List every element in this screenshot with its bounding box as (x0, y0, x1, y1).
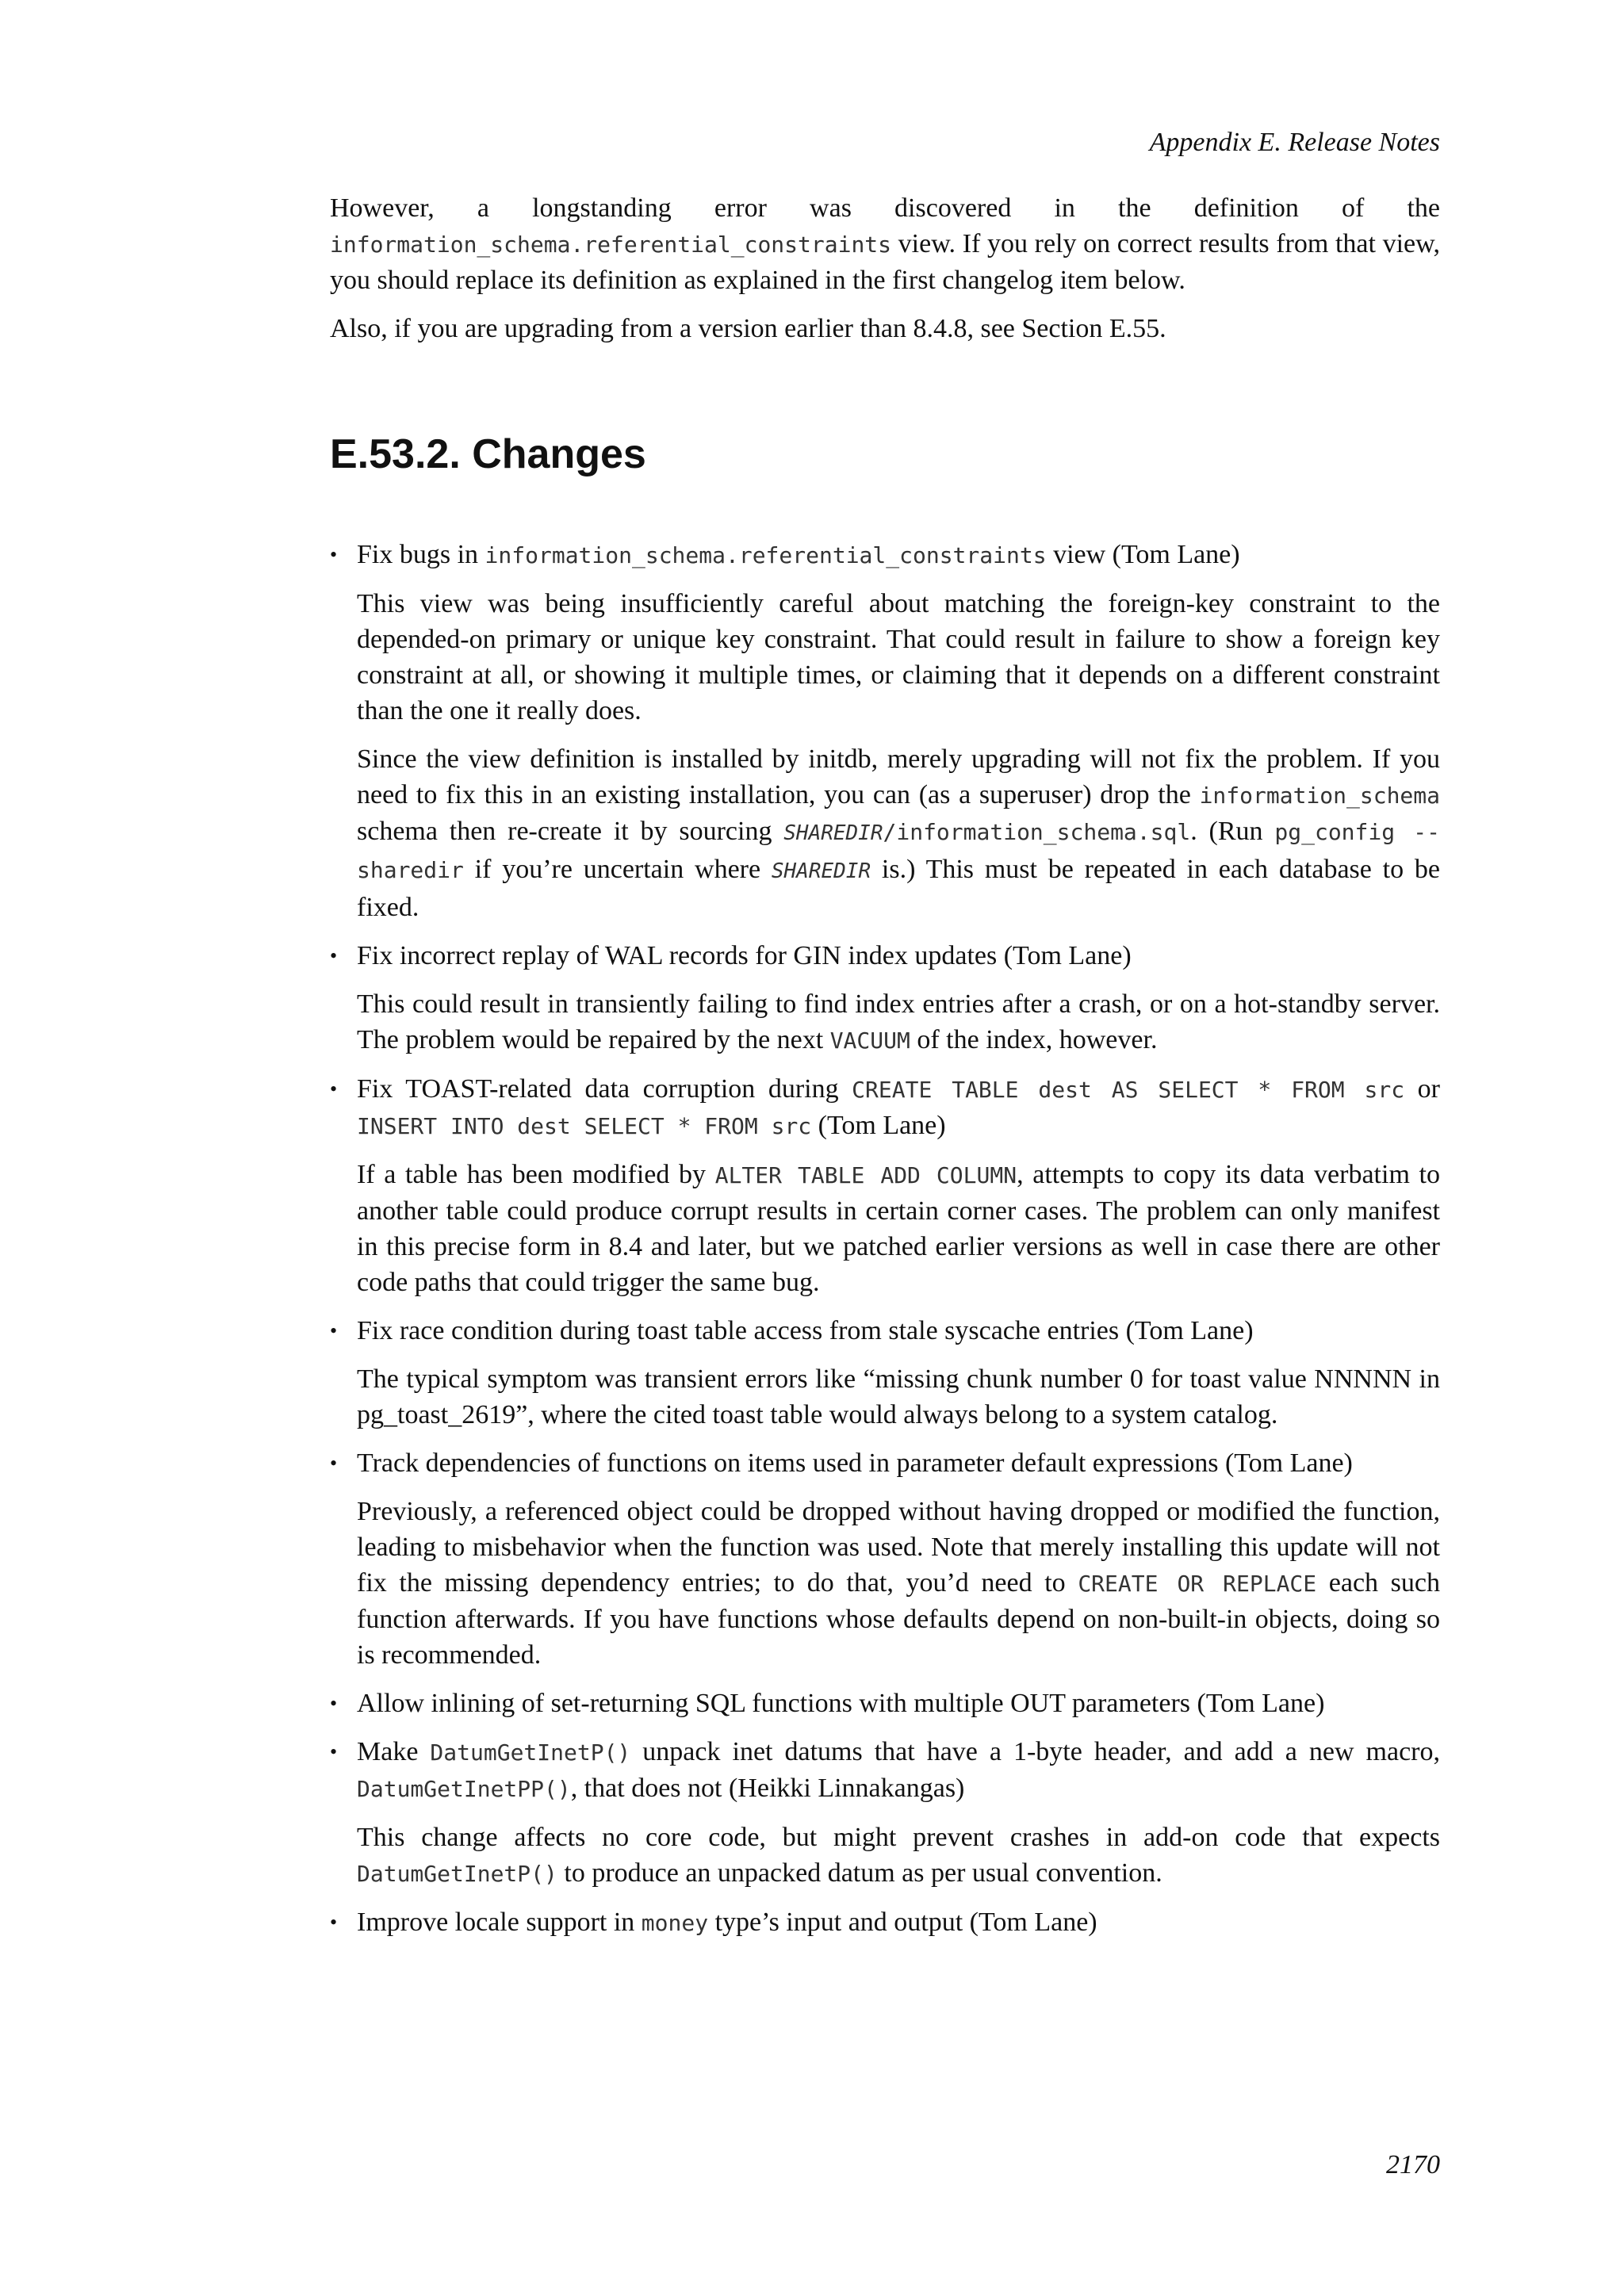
inline-code: CREATE TABLE dest AS SELECT * FROM src (852, 1077, 1405, 1103)
inline-code: /information_schema.sql (883, 819, 1191, 845)
inline-code: DatumGetInetP() (430, 1739, 631, 1766)
item-title: Make DatumGetInetP() unpack inet datums that have a 1-byte header, and add a new macro, DatumGetInetPP(), that does not (Heikki Linnakangas) (357, 1737, 1440, 1803)
replaceable-var: SHAREDIR (771, 859, 871, 883)
inline-code: CREATE OR REPLACE (1078, 1571, 1317, 1597)
intro-paragraph-2: Also, if you are upgrading from a version earlier than 8.4.8, see Section E.55. (330, 314, 1166, 343)
item-title: Fix TOAST-related data corruption during CREATE TABLE dest AS SELECT * FROM src or INSERT INTO dest SELECT * FROM src (Tom Lane) (357, 1074, 1440, 1140)
inline-code: information_schema.referential_constraints (485, 542, 1047, 568)
inline-code: pg_config --sharedir (357, 819, 1441, 883)
item-description: This could result in transiently failing to find index entries after a crash, or on a hot-standby server. The problem would be repaired by the next VACUUM of the index, however. (357, 989, 1440, 1054)
list-item (330, 1313, 1440, 1433)
bullet: • (330, 1692, 338, 1715)
list-item (330, 938, 1440, 1058)
item-title: Allow inlining of set-returning SQL functions with multiple OUT parameters (Tom Lane) (357, 1689, 1325, 1718)
replaceable-var: SHAREDIR (783, 821, 883, 845)
bullet: • (330, 944, 338, 967)
item-description: If a table has been modified by ALTER TABLE ADD COLUMN, attempts to copy its data verbatim to another table could produce corrupt results in certain corner cases. The problem can only manifest in this precise form in 8.4 and later, but we patched earlier versions as well in case there are other code paths that could trigger the same bug. (357, 1160, 1440, 1297)
section-heading: E.53.2. Changes (330, 431, 646, 477)
list-item (330, 537, 1440, 925)
inline-code: VACUUM (829, 1027, 910, 1054)
changes-list (330, 537, 1440, 1941)
bullet: • (330, 1911, 338, 1934)
item-description: The typical symptom was transient errors like “missing chunk number 0 for toast value NNNNN in pg_toast_2619”, where the cited toast table would always belong to a system catalog. (357, 1364, 1440, 1429)
item-description: Previously, a referenced object could be dropped without having dropped or modified the function, leading to misbehavior when the function was used. Note that merely installing this update will not fix the missing dependency entries; to do that, you’d need to CREATE OR REPLACE each such function afterwards. If you have functions whose defaults depend on non-built-in objects, doing so is recommended. (357, 1497, 1440, 1670)
inline-code: money (641, 1910, 709, 1936)
inline-code: DatumGetInetPP() (357, 1776, 571, 1802)
inline-code: information_schema.referential_constraints (330, 232, 892, 258)
page-number: 2170 (1386, 2150, 1440, 2179)
bullet: • (330, 1319, 338, 1342)
item-title: Track dependencies of functions on items used in parameter default expressions (Tom Lane) (357, 1448, 1353, 1478)
intro-paragraph-1: However, a longstanding error was discovered in the definition of the information_schema.referential_constraints view. If you rely on correct results from that view, you should replace its definition as explained in the first changelog item below. (330, 193, 1440, 295)
item-description: This view was being insufficiently careful about matching the foreign-key constraint to the depended-on primary or unique key constraint. That could result in failure to show a foreign key constraint at all, or showing it multiple times, or claiming that it depends on a different constraint than the one it really does. (357, 589, 1440, 725)
page-content (330, 190, 1440, 1954)
bullet: • (330, 1452, 338, 1475)
inline-code: information_schema (1199, 783, 1440, 809)
item-description: This change affects no core code, but might prevent crashes in add-on code that expects DatumGetInetP() to produce an unpacked datum as per usual convention. (357, 1823, 1440, 1888)
item-title: Fix incorrect replay of WAL records for GIN index updates (Tom Lane) (357, 941, 1132, 970)
item-title: Fix race condition during toast table access from stale syscache entries (Tom Lane) (357, 1316, 1254, 1345)
item-title: Fix bugs in information_schema.referential_constraints view (Tom Lane) (357, 540, 1240, 569)
bullet: • (330, 1740, 338, 1763)
list-item (330, 1734, 1440, 1892)
inline-code: ALTER TABLE ADD COLUMN (714, 1162, 1017, 1188)
running-header: Appendix E. Release Notes (1149, 128, 1440, 157)
item-description: Since the view definition is installed by initdb, merely upgrading will not fix the problem. If you need to fix this in an existing installation, you can (as a superuser) drop the information_schema schema then re-create it by sourcing SHAREDIR/information_schema.sql. (Run pg_config --sharedir if you’re uncertain where SHAREDIR is.) This must be repeated in each database to be fixed. (357, 744, 1441, 922)
list-item (330, 1686, 1440, 1721)
inline-code: INSERT INTO dest SELECT * FROM src (357, 1113, 812, 1139)
bullet: • (330, 1077, 338, 1100)
item-title: Improve locale support in money type’s input and output (Tom Lane) (357, 1908, 1097, 1937)
list-item (330, 1071, 1440, 1300)
bullet: • (330, 543, 338, 566)
inline-code: DatumGetInetP() (357, 1861, 557, 1887)
list-item (330, 1445, 1440, 1673)
list-item (330, 1904, 1440, 1941)
